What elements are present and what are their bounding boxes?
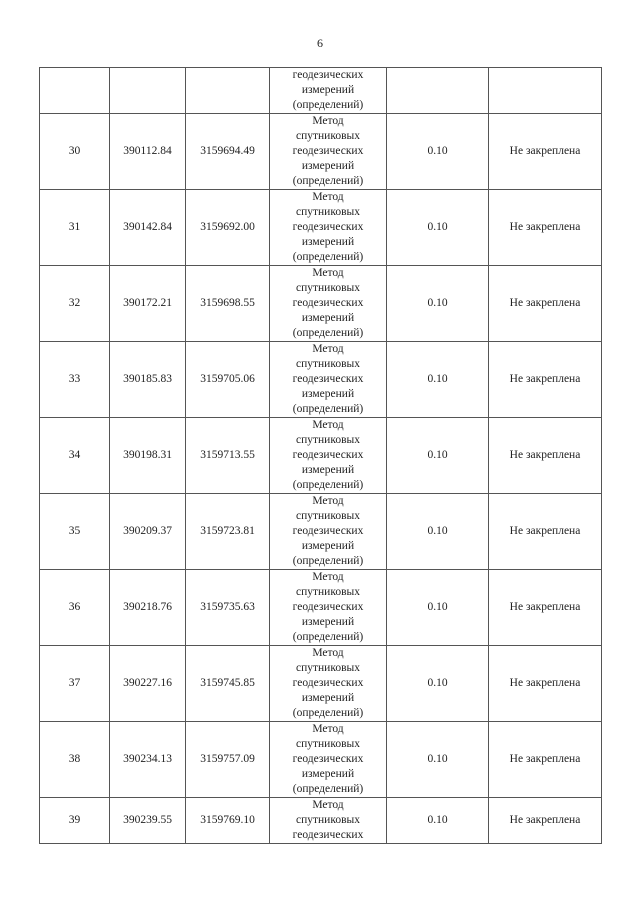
fixation-cell: Не закреплена — [489, 114, 602, 190]
method-line: Метод — [312, 571, 344, 583]
method-line: спутниковых — [295, 434, 360, 446]
method-line: спутниковых — [295, 738, 360, 750]
fixation-cell: Не закреплена — [489, 342, 602, 418]
method-cell — [270, 570, 387, 646]
y-coordinate-cell — [186, 68, 270, 114]
point-number-cell: 34 — [40, 418, 110, 494]
method-cell — [270, 722, 387, 798]
coordinates-table-body — [40, 68, 602, 844]
method-cell — [270, 114, 387, 190]
point-number-cell: 32 — [40, 266, 110, 342]
y-coordinate-cell: 3159705.06 — [186, 342, 270, 418]
method-line: Метод — [312, 115, 344, 127]
fixation-cell: Не закреплена — [489, 418, 602, 494]
table-row — [40, 494, 602, 570]
precision-cell: 0.10 — [387, 266, 489, 342]
method-line: геодезических — [292, 69, 364, 81]
method-line: геодезических — [292, 601, 364, 613]
method-line: измерений — [301, 540, 355, 552]
method-line: спутниковых — [295, 814, 360, 826]
method-line: измерений — [301, 464, 355, 476]
precision-cell: 0.10 — [387, 494, 489, 570]
x-coordinate-cell: 390198.31 — [110, 418, 186, 494]
precision-cell: 0.10 — [387, 722, 489, 798]
method-cell — [270, 494, 387, 570]
point-number-cell: 30 — [40, 114, 110, 190]
table-row — [40, 114, 602, 190]
y-coordinate-cell: 3159745.85 — [186, 646, 270, 722]
method-line: геодезических — [292, 221, 364, 233]
fixation-cell: Не закреплена — [489, 570, 602, 646]
table-row — [40, 798, 602, 844]
method-line: измерений — [301, 616, 355, 628]
method-line: (определений) — [292, 175, 364, 187]
method-line: (определений) — [292, 555, 364, 567]
method-cell — [270, 190, 387, 266]
method-line: Метод — [312, 419, 344, 431]
method-line: спутниковых — [295, 586, 360, 598]
table-row — [40, 342, 602, 418]
fixation-cell: Не закреплена — [489, 798, 602, 844]
method-line: геодезических — [292, 525, 364, 537]
point-number-cell: 33 — [40, 342, 110, 418]
method-cell — [270, 798, 387, 844]
method-line: (определений) — [292, 403, 364, 415]
y-coordinate-cell: 3159698.55 — [186, 266, 270, 342]
point-number-cell — [40, 68, 110, 114]
method-line: геодезических — [292, 753, 364, 765]
x-coordinate-cell: 390185.83 — [110, 342, 186, 418]
fixation-cell: Не закреплена — [489, 190, 602, 266]
method-line: измерений — [301, 388, 355, 400]
y-coordinate-cell: 3159735.63 — [186, 570, 270, 646]
x-coordinate-cell: 390172.21 — [110, 266, 186, 342]
method-line: Метод — [312, 267, 344, 279]
method-line: Метод — [312, 343, 344, 355]
method-cell — [270, 418, 387, 494]
x-coordinate-cell — [110, 68, 186, 114]
point-number-cell: 35 — [40, 494, 110, 570]
point-number-cell: 39 — [40, 798, 110, 844]
page-number: 6 — [317, 36, 323, 50]
method-line: измерений — [301, 692, 355, 704]
fixation-cell — [489, 68, 602, 114]
method-line: Метод — [312, 799, 344, 811]
y-coordinate-cell: 3159757.09 — [186, 722, 270, 798]
table-row — [40, 722, 602, 798]
x-coordinate-cell: 390142.84 — [110, 190, 186, 266]
method-line: (определений) — [292, 99, 364, 111]
point-number-cell: 31 — [40, 190, 110, 266]
method-line: Метод — [312, 723, 344, 735]
point-number-cell: 37 — [40, 646, 110, 722]
method-line: геодезических — [292, 829, 364, 841]
precision-cell: 0.10 — [387, 646, 489, 722]
method-line: измерений — [301, 84, 355, 96]
method-line: спутниковых — [295, 282, 360, 294]
method-line: измерений — [301, 236, 355, 248]
precision-cell: 0.10 — [387, 798, 489, 844]
method-line: геодезических — [292, 297, 364, 309]
method-cell — [270, 342, 387, 418]
method-line: спутниковых — [295, 206, 360, 218]
method-line: геодезических — [292, 449, 364, 461]
table-row-continued — [40, 68, 602, 114]
precision-cell: 0.10 — [387, 190, 489, 266]
method-line: (определений) — [292, 251, 364, 263]
method-line: спутниковых — [295, 358, 360, 370]
x-coordinate-cell: 390239.55 — [110, 798, 186, 844]
table-row — [40, 266, 602, 342]
method-line: (определений) — [292, 631, 364, 643]
method-line: геодезических — [292, 145, 364, 157]
method-line: спутниковых — [295, 510, 360, 522]
fixation-cell: Не закреплена — [489, 722, 602, 798]
x-coordinate-cell: 390227.16 — [110, 646, 186, 722]
method-line: Метод — [312, 495, 344, 507]
method-line: (определений) — [292, 479, 364, 491]
precision-cell: 0.10 — [387, 342, 489, 418]
method-line: (определений) — [292, 327, 364, 339]
table-row — [40, 190, 602, 266]
table-row — [40, 570, 602, 646]
method-line: измерений — [301, 768, 355, 780]
x-coordinate-cell: 390218.76 — [110, 570, 186, 646]
point-number-cell: 38 — [40, 722, 110, 798]
y-coordinate-cell: 3159694.49 — [186, 114, 270, 190]
precision-cell — [387, 68, 489, 114]
fixation-cell: Не закреплена — [489, 646, 602, 722]
point-number-cell: 36 — [40, 570, 110, 646]
precision-cell: 0.10 — [387, 570, 489, 646]
y-coordinate-cell: 3159769.10 — [186, 798, 270, 844]
precision-cell: 0.10 — [387, 418, 489, 494]
method-line: измерений — [301, 312, 355, 324]
fixation-cell: Не закреплена — [489, 494, 602, 570]
method-line: Метод — [312, 191, 344, 203]
method-line: геодезических — [292, 677, 364, 689]
fixation-cell: Не закреплена — [489, 266, 602, 342]
method-line: (определений) — [292, 783, 364, 795]
table-row — [40, 646, 602, 722]
x-coordinate-cell: 390112.84 — [110, 114, 186, 190]
method-line: Метод — [312, 647, 344, 659]
method-cell — [270, 266, 387, 342]
coordinates-table — [39, 67, 602, 844]
y-coordinate-cell: 3159713.55 — [186, 418, 270, 494]
method-line: спутниковых — [295, 662, 360, 674]
y-coordinate-cell: 3159723.81 — [186, 494, 270, 570]
x-coordinate-cell: 390234.13 — [110, 722, 186, 798]
method-line: (определений) — [292, 707, 364, 719]
x-coordinate-cell: 390209.37 — [110, 494, 186, 570]
method-cell — [270, 68, 387, 114]
method-line: измерений — [301, 160, 355, 172]
method-line: спутниковых — [295, 130, 360, 142]
precision-cell: 0.10 — [387, 114, 489, 190]
y-coordinate-cell: 3159692.00 — [186, 190, 270, 266]
table-row — [40, 418, 602, 494]
method-line: геодезических — [292, 373, 364, 385]
method-cell — [270, 646, 387, 722]
